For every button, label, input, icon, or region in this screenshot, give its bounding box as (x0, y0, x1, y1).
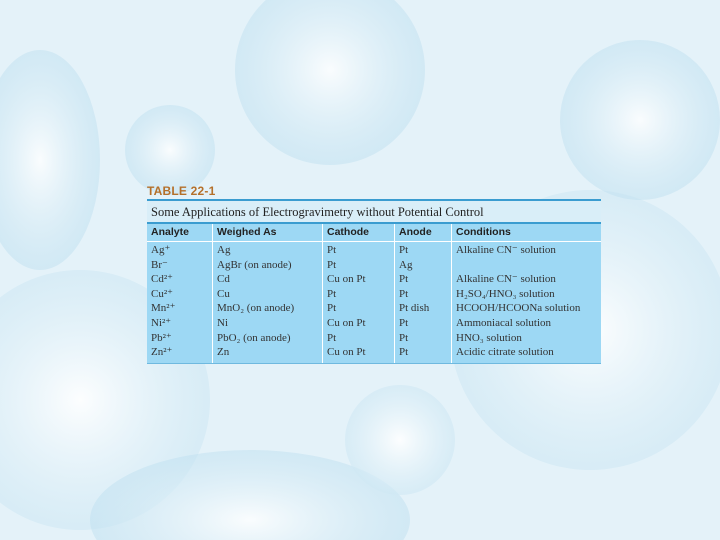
data-table (147, 184, 601, 364)
table-cell: Pt (327, 287, 337, 300)
table-cell: Ag⁺ (151, 244, 171, 256)
table-cell: Pt (399, 273, 409, 286)
table-cell: Pt (399, 346, 409, 359)
table-cell: Ammoniacal solution (456, 316, 552, 329)
column-header: Cathode (323, 224, 394, 242)
table-cell: Ni (217, 316, 228, 329)
table-cell: Ni²⁺ (151, 316, 172, 329)
table-cell: HNO₃ solution (456, 331, 522, 344)
table-cell: Cu on Pt (327, 316, 366, 329)
table-cell: Pt dish (399, 302, 430, 315)
table-cell: Pt (327, 302, 337, 315)
table-cell: Cu on Pt (327, 346, 366, 359)
table-cell: Br⁻ (151, 258, 168, 271)
table-cell: Mn²⁺ (151, 302, 176, 315)
table-cell: Pt (399, 244, 409, 256)
table-cell: Pt (327, 258, 337, 271)
table-cell: H₂SO₄/HNO₃ solution (456, 287, 555, 300)
table-cell: Pt (399, 316, 409, 329)
table-cell: Ag (399, 258, 413, 271)
table-cell: Alkaline CN⁻ solution (456, 273, 556, 286)
column-header: Analyte (147, 224, 212, 242)
column-weighed-as (213, 224, 323, 363)
table-cell: Pt (399, 331, 409, 344)
table-cell: Cu (217, 287, 230, 300)
table-cell: Ag (217, 244, 231, 256)
table-cell: Acidic citrate solution (456, 346, 554, 359)
table-cell: HCOOH/HCOONa solution (456, 302, 581, 315)
column-header: Weighed As (213, 224, 322, 242)
table-cell: Cd (217, 273, 230, 286)
table-body (147, 222, 601, 364)
table-cell: Cu²⁺ (151, 287, 173, 300)
column-conditions (452, 224, 601, 363)
table-cell: Pt (399, 287, 409, 300)
column-anode (395, 224, 452, 363)
table-cell: Alkaline CN⁻ solution (456, 244, 556, 256)
column-header: Anode (395, 224, 451, 242)
table-cell: Pt (327, 331, 337, 344)
table-cell: Pt (327, 244, 337, 256)
column-analyte (147, 224, 213, 363)
table-cell: Cd²⁺ (151, 273, 173, 286)
table-cell: Pb²⁺ (151, 331, 172, 344)
table-cell: Cu on Pt (327, 273, 366, 286)
table-cell: PbO₂ (on anode) (217, 331, 291, 344)
column-cathode (323, 224, 395, 363)
table-title: Some Applications of Electrogravimetry without Potential Control (147, 199, 601, 222)
table-cell: Zn (217, 346, 230, 359)
table-cell: MnO₂ (on anode) (217, 302, 295, 315)
table-cell: Zn²⁺ (151, 346, 173, 359)
table-cell: AgBr (on anode) (217, 258, 292, 271)
table-cell (456, 258, 597, 273)
table-label: TABLE 22-1 (147, 184, 216, 198)
column-header: Conditions (452, 224, 601, 242)
